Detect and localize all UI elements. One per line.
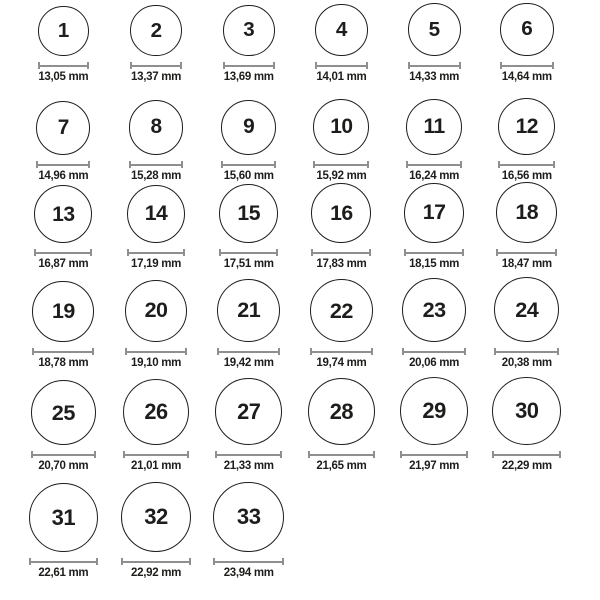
diameter-label: 21,01 mm bbox=[131, 460, 182, 473]
ring-size-number: 21 bbox=[237, 298, 261, 323]
diameter-measure-line bbox=[311, 249, 371, 256]
diameter-measure-line bbox=[130, 62, 181, 69]
ring-size-cell bbox=[110, 374, 203, 477]
ring-size-cell bbox=[388, 374, 481, 477]
diameter-measure-line bbox=[121, 558, 191, 565]
ring-size-number: 17 bbox=[422, 200, 446, 225]
ring-size-number: 2 bbox=[150, 18, 162, 42]
diameter-label: 22,29 mm bbox=[501, 460, 552, 473]
diameter-label: 16,24 mm bbox=[409, 170, 460, 183]
ring-size-cell bbox=[110, 187, 203, 275]
diameter-label: 17,51 mm bbox=[223, 258, 274, 271]
diameter-label: 19,10 mm bbox=[131, 357, 182, 370]
diameter-measure-line bbox=[221, 161, 277, 168]
ring-circle bbox=[127, 185, 186, 244]
ring-circle bbox=[498, 98, 555, 155]
ring-size-number: 1 bbox=[57, 18, 69, 42]
ring-size-number: 32 bbox=[144, 504, 168, 530]
diameter-label: 19,42 mm bbox=[223, 357, 274, 370]
ring-size-cell bbox=[388, 0, 481, 88]
ring-circle bbox=[121, 482, 191, 552]
ring-size-number: 28 bbox=[329, 398, 354, 424]
ring-size-cell bbox=[202, 187, 295, 275]
diameter-measure-line bbox=[496, 249, 557, 256]
diameter-label: 14,64 mm bbox=[501, 71, 552, 84]
ring-size-cell bbox=[202, 0, 295, 88]
ring-size-cell bbox=[17, 374, 110, 477]
ring-size-cell bbox=[295, 275, 388, 374]
diameter-measure-line bbox=[217, 348, 280, 355]
diameter-label: 18,78 mm bbox=[38, 357, 89, 370]
ring-size-cell bbox=[295, 0, 388, 88]
diameter-label: 18,15 mm bbox=[409, 258, 460, 271]
ring-size-cell bbox=[295, 88, 388, 187]
ring-circle bbox=[310, 279, 374, 343]
ring-size-cell bbox=[17, 187, 110, 275]
diameter-measure-line bbox=[38, 62, 89, 69]
ring-size-number: 8 bbox=[150, 115, 162, 139]
diameter-measure-line bbox=[313, 161, 369, 168]
diameter-measure-line bbox=[404, 249, 465, 256]
ring-size-number: 27 bbox=[237, 399, 261, 425]
diameter-measure-line bbox=[219, 249, 278, 256]
diameter-label: 15,92 mm bbox=[316, 170, 367, 183]
ring-size-number: 7 bbox=[57, 115, 69, 139]
ring-size-number: 9 bbox=[243, 115, 255, 139]
diameter-measure-line bbox=[400, 451, 468, 458]
diameter-label: 22,92 mm bbox=[131, 567, 182, 580]
ring-circle bbox=[496, 182, 557, 243]
ring-size-cell bbox=[110, 88, 203, 187]
diameter-label: 23,94 mm bbox=[223, 567, 274, 580]
ring-circle bbox=[34, 185, 92, 243]
ring-size-number: 15 bbox=[237, 202, 260, 226]
diameter-label: 14,01 mm bbox=[316, 71, 367, 84]
ring-size-number: 3 bbox=[243, 18, 255, 42]
diameter-measure-line bbox=[36, 161, 90, 168]
ring-size-cell bbox=[388, 88, 481, 187]
ring-size-row bbox=[17, 0, 600, 88]
ring-size-cell bbox=[480, 374, 573, 477]
ring-size-cell bbox=[110, 0, 203, 88]
diameter-measure-line bbox=[315, 62, 367, 69]
diameter-measure-line bbox=[498, 161, 555, 168]
ring-size-number: 29 bbox=[422, 398, 446, 424]
ring-size-cell bbox=[295, 374, 388, 477]
diameter-label: 20,06 mm bbox=[409, 357, 460, 370]
ring-circle bbox=[213, 482, 284, 553]
ring-size-cell bbox=[480, 187, 573, 275]
ring-circle bbox=[315, 4, 367, 56]
ring-circle bbox=[29, 483, 98, 552]
ring-size-cell bbox=[202, 477, 295, 584]
ring-circle bbox=[223, 5, 275, 57]
ring-size-row bbox=[17, 374, 600, 477]
ring-size-cell bbox=[202, 374, 295, 477]
ring-circle bbox=[404, 183, 465, 244]
ring-circle bbox=[313, 99, 369, 155]
diameter-measure-line bbox=[408, 62, 461, 69]
diameter-measure-line bbox=[215, 451, 282, 458]
ring-size-number: 12 bbox=[515, 115, 538, 139]
ring-size-row bbox=[17, 275, 600, 374]
ring-size-cell bbox=[17, 275, 110, 374]
diameter-label: 20,38 mm bbox=[501, 357, 552, 370]
ring-size-cell bbox=[17, 477, 110, 584]
diameter-measure-line bbox=[34, 249, 92, 256]
ring-size-number: 24 bbox=[515, 297, 539, 323]
diameter-label: 14,96 mm bbox=[38, 170, 89, 183]
ring-circle bbox=[125, 280, 187, 342]
ring-size-cell bbox=[480, 0, 573, 88]
diameter-label: 21,33 mm bbox=[223, 460, 274, 473]
diameter-measure-line bbox=[223, 62, 275, 69]
diameter-measure-line bbox=[494, 348, 559, 355]
diameter-label: 13,37 mm bbox=[131, 71, 182, 84]
diameter-label: 20,70 mm bbox=[38, 460, 89, 473]
ring-circle bbox=[215, 378, 282, 445]
diameter-label: 19,74 mm bbox=[316, 357, 367, 370]
diameter-label: 15,28 mm bbox=[131, 170, 182, 183]
diameter-measure-line bbox=[500, 62, 554, 69]
ring-size-cell bbox=[388, 275, 481, 374]
ring-size-number: 16 bbox=[330, 200, 353, 225]
ring-circle bbox=[402, 278, 466, 342]
diameter-label: 21,97 mm bbox=[409, 460, 460, 473]
ring-circle bbox=[38, 6, 89, 57]
ring-size-cell bbox=[202, 88, 295, 187]
ring-size-cell bbox=[17, 88, 110, 187]
ring-circle bbox=[308, 378, 376, 446]
ring-circle bbox=[311, 183, 371, 243]
ring-size-cell bbox=[480, 88, 573, 187]
ring-size-cell bbox=[110, 275, 203, 374]
diameter-measure-line bbox=[308, 451, 376, 458]
ring-size-number: 33 bbox=[236, 503, 261, 529]
ring-size-cell bbox=[480, 275, 573, 374]
ring-size-cell bbox=[110, 477, 203, 584]
ring-circle bbox=[219, 184, 278, 243]
ring-size-number: 20 bbox=[144, 298, 168, 323]
diameter-measure-line bbox=[492, 451, 561, 458]
ring-size-number: 31 bbox=[51, 504, 76, 530]
diameter-measure-line bbox=[31, 451, 97, 458]
ring-size-number: 10 bbox=[330, 114, 353, 138]
diameter-measure-line bbox=[123, 451, 189, 458]
ring-size-number: 6 bbox=[521, 17, 533, 41]
diameter-label: 13,69 mm bbox=[223, 71, 274, 84]
ring-size-number: 18 bbox=[515, 200, 539, 225]
diameter-label: 18,47 mm bbox=[501, 258, 552, 271]
ring-size-number: 11 bbox=[423, 115, 445, 139]
diameter-measure-line bbox=[125, 348, 187, 355]
ring-circle bbox=[492, 377, 561, 446]
ring-circle bbox=[129, 100, 184, 155]
diameter-measure-line bbox=[213, 558, 284, 565]
diameter-label: 14,33 mm bbox=[409, 71, 460, 84]
ring-size-number: 19 bbox=[51, 298, 75, 323]
ring-size-row bbox=[17, 88, 600, 187]
diameter-label: 22,61 mm bbox=[38, 567, 89, 580]
ring-size-number: 4 bbox=[335, 17, 347, 41]
ring-circle bbox=[32, 281, 94, 343]
ring-circle bbox=[217, 279, 280, 342]
diameter-label: 13,05 mm bbox=[38, 71, 89, 84]
ring-circle bbox=[36, 101, 90, 155]
ring-size-number: 30 bbox=[515, 398, 539, 423]
diameter-label: 17,19 mm bbox=[131, 258, 182, 271]
ring-circle bbox=[406, 99, 463, 156]
ring-size-row bbox=[17, 477, 600, 584]
ring-size-number: 23 bbox=[422, 297, 446, 323]
diameter-measure-line bbox=[406, 161, 463, 168]
diameter-label: 15,60 mm bbox=[223, 170, 274, 183]
ring-circle bbox=[400, 377, 468, 445]
ring-size-number: 25 bbox=[51, 399, 75, 425]
ring-circle bbox=[123, 379, 189, 445]
ring-circle bbox=[31, 380, 97, 446]
ring-circle bbox=[494, 277, 559, 342]
diameter-label: 17,83 mm bbox=[316, 258, 367, 271]
ring-size-number: 26 bbox=[144, 399, 168, 425]
ring-size-number: 14 bbox=[144, 202, 168, 226]
ring-circle bbox=[130, 5, 181, 56]
ring-size-number: 22 bbox=[329, 297, 353, 323]
ring-size-cell bbox=[295, 187, 388, 275]
diameter-measure-line bbox=[29, 558, 98, 565]
diameter-label: 16,56 mm bbox=[501, 170, 552, 183]
diameter-measure-line bbox=[32, 348, 94, 355]
ring-circle bbox=[500, 3, 554, 57]
ring-size-cell bbox=[17, 0, 110, 88]
ring-size-cell bbox=[202, 275, 295, 374]
ring-circle bbox=[221, 100, 277, 156]
ring-size-cell bbox=[388, 187, 481, 275]
diameter-measure-line bbox=[402, 348, 466, 355]
ring-size-row bbox=[17, 187, 600, 275]
ring-size-number: 5 bbox=[428, 17, 440, 41]
diameter-label: 21,65 mm bbox=[316, 460, 367, 473]
diameter-measure-line bbox=[127, 249, 186, 256]
diameter-measure-line bbox=[129, 161, 184, 168]
diameter-label: 16,87 mm bbox=[38, 258, 89, 271]
diameter-measure-line bbox=[310, 348, 374, 355]
ring-circle bbox=[408, 3, 461, 56]
ring-size-number: 13 bbox=[52, 202, 75, 226]
